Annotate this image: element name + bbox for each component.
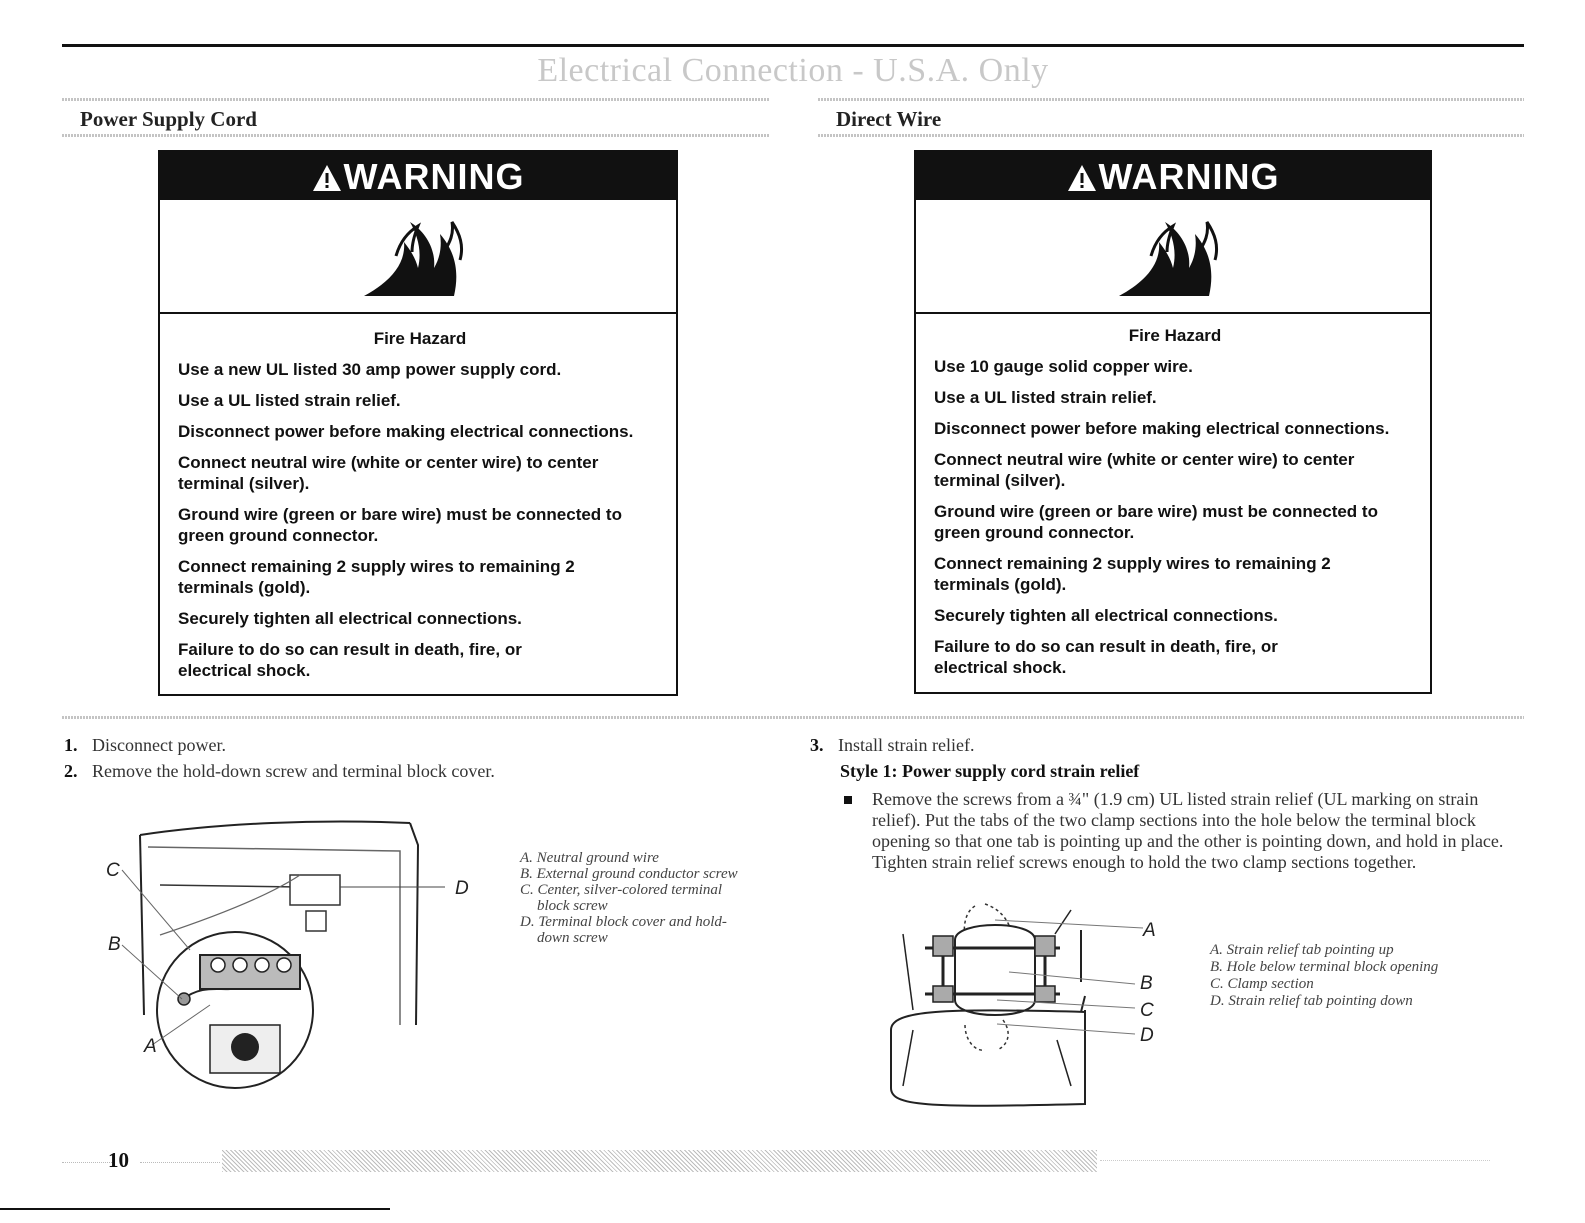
warning-line: Use a UL listed strain relief.	[178, 391, 401, 410]
warning-line: Use 10 gauge solid copper wire.	[934, 357, 1193, 376]
fig1-label-b: B	[108, 934, 121, 955]
warning-line: Disconnect power before making electrical connections.	[934, 419, 1390, 438]
hazard-icon-area	[160, 200, 676, 314]
fig1-caption-c-cont: block screw	[537, 898, 608, 914]
warning-box-right	[914, 150, 1432, 694]
footer-dots-right	[1100, 1160, 1490, 1162]
fig2-label-a: A	[1143, 920, 1156, 941]
warning-box-left	[158, 150, 678, 696]
warning-line: Failure to do so can result in death, fire, or electrical shock.	[178, 640, 522, 680]
page-number: 10	[108, 1148, 129, 1172]
fig2-caption-a: A. Strain relief tab pointing up	[1210, 942, 1394, 958]
fig1-caption-a: A. Neutral ground wire	[520, 850, 659, 866]
fire-icon	[360, 212, 476, 298]
warning-title: Fire Hazard	[1128, 326, 1222, 345]
strain-relief-illustration	[885, 900, 1155, 1110]
fig2-caption-c: C. Clamp section	[1210, 976, 1314, 992]
bullet-marker	[844, 796, 852, 804]
warning-triangle-icon	[312, 155, 342, 205]
fig1-label-d: D	[455, 878, 469, 899]
section-divider-left	[62, 98, 770, 101]
warning-line: Connect remaining 2 supply wires to remaining 2 terminals (gold).	[934, 554, 1331, 594]
step-2: 2. Remove the hold-down screw and terminal block cover.	[64, 761, 495, 781]
step-3: 3. Install strain relief.	[810, 735, 975, 755]
top-rule	[62, 44, 1524, 47]
style1-heading: Style 1: Power supply cord strain relief	[840, 761, 1140, 781]
mid-divider	[62, 716, 1524, 719]
warning-line: Connect remaining 2 supply wires to remaining 2 terminals (gold).	[178, 557, 575, 597]
footer-bar	[222, 1150, 1097, 1172]
warning-line: Disconnect power before making electrical connections.	[178, 422, 634, 441]
warning-line: Ground wire (green or bare wire) must be connected to green ground connector.	[934, 502, 1378, 542]
warning-banner	[916, 152, 1430, 200]
fig2-label-b: B	[1140, 973, 1153, 994]
warning-label: WARNING	[343, 156, 525, 197]
warning-text-right	[934, 325, 1416, 688]
warning-line: Securely tighten all electrical connections.	[934, 606, 1278, 625]
fig1-caption-c: C. Center, silver-colored terminal	[520, 882, 723, 898]
fig1-label-a: A	[144, 1036, 157, 1057]
hazard-icon-area	[916, 200, 1430, 314]
terminal-block-illustration	[100, 815, 480, 1115]
section-underline-left	[62, 134, 770, 137]
fig1-caption-d: D. Terminal block cover and hold-	[520, 914, 727, 930]
warning-line: Failure to do so can result in death, fire, or electrical shock.	[934, 637, 1278, 677]
section-divider-right	[818, 98, 1524, 101]
warning-triangle-icon	[1067, 155, 1097, 205]
warning-label: WARNING	[1098, 156, 1280, 197]
section-heading-direct-wire: Direct Wire	[836, 107, 942, 131]
fig2-caption-b: B. Hole below terminal block opening	[1210, 959, 1439, 975]
warning-line: Connect neutral wire (white or center wire) to center terminal (silver).	[178, 453, 599, 493]
warning-banner	[160, 152, 676, 200]
warning-line: Use a UL listed strain relief.	[934, 388, 1157, 407]
warning-line: Securely tighten all electrical connections.	[178, 609, 522, 628]
fig1-caption-d-cont: down screw	[537, 930, 608, 946]
page-title: Electrical Connection - U.S.A. Only	[537, 52, 1049, 89]
fig2-label-d: D	[1140, 1025, 1154, 1046]
fig2-captions	[1210, 942, 1510, 1010]
fig1-captions	[520, 850, 780, 946]
style1-instruction: Remove the screws from a ¾" (1.9 cm) UL listed strain relief (UL marking on strain relief). Put the tabs of the two clamp sections into the hole below the terminal block opening so that one tab is pointing up and the other is pointing down, and hold in place. Tighten strain relief screws enough to hold the two clamp sections together.	[872, 789, 1504, 872]
fig1-caption-b: B. External ground conductor screw	[520, 866, 738, 882]
warning-line: Use a new UL listed 30 amp power supply cord.	[178, 360, 562, 379]
bottom-rule	[0, 1208, 390, 1210]
footer-dots-left	[62, 1162, 112, 1164]
warning-title: Fire Hazard	[373, 329, 467, 348]
fig2-caption-d: D. Strain relief tab pointing down	[1210, 993, 1413, 1009]
warning-text-left	[178, 328, 662, 691]
warning-line: Connect neutral wire (white or center wire) to center terminal (silver).	[934, 450, 1355, 490]
step-1: 1. Disconnect power.	[64, 735, 226, 755]
fire-icon	[1115, 212, 1231, 298]
fig1-label-c: C	[106, 860, 120, 881]
section-heading-power-supply-cord: Power Supply Cord	[80, 107, 257, 131]
footer-dots	[140, 1162, 220, 1164]
section-underline-right	[818, 134, 1524, 137]
warning-line: Ground wire (green or bare wire) must be connected to green ground connector.	[178, 505, 622, 545]
fig2-label-c: C	[1140, 1000, 1154, 1021]
